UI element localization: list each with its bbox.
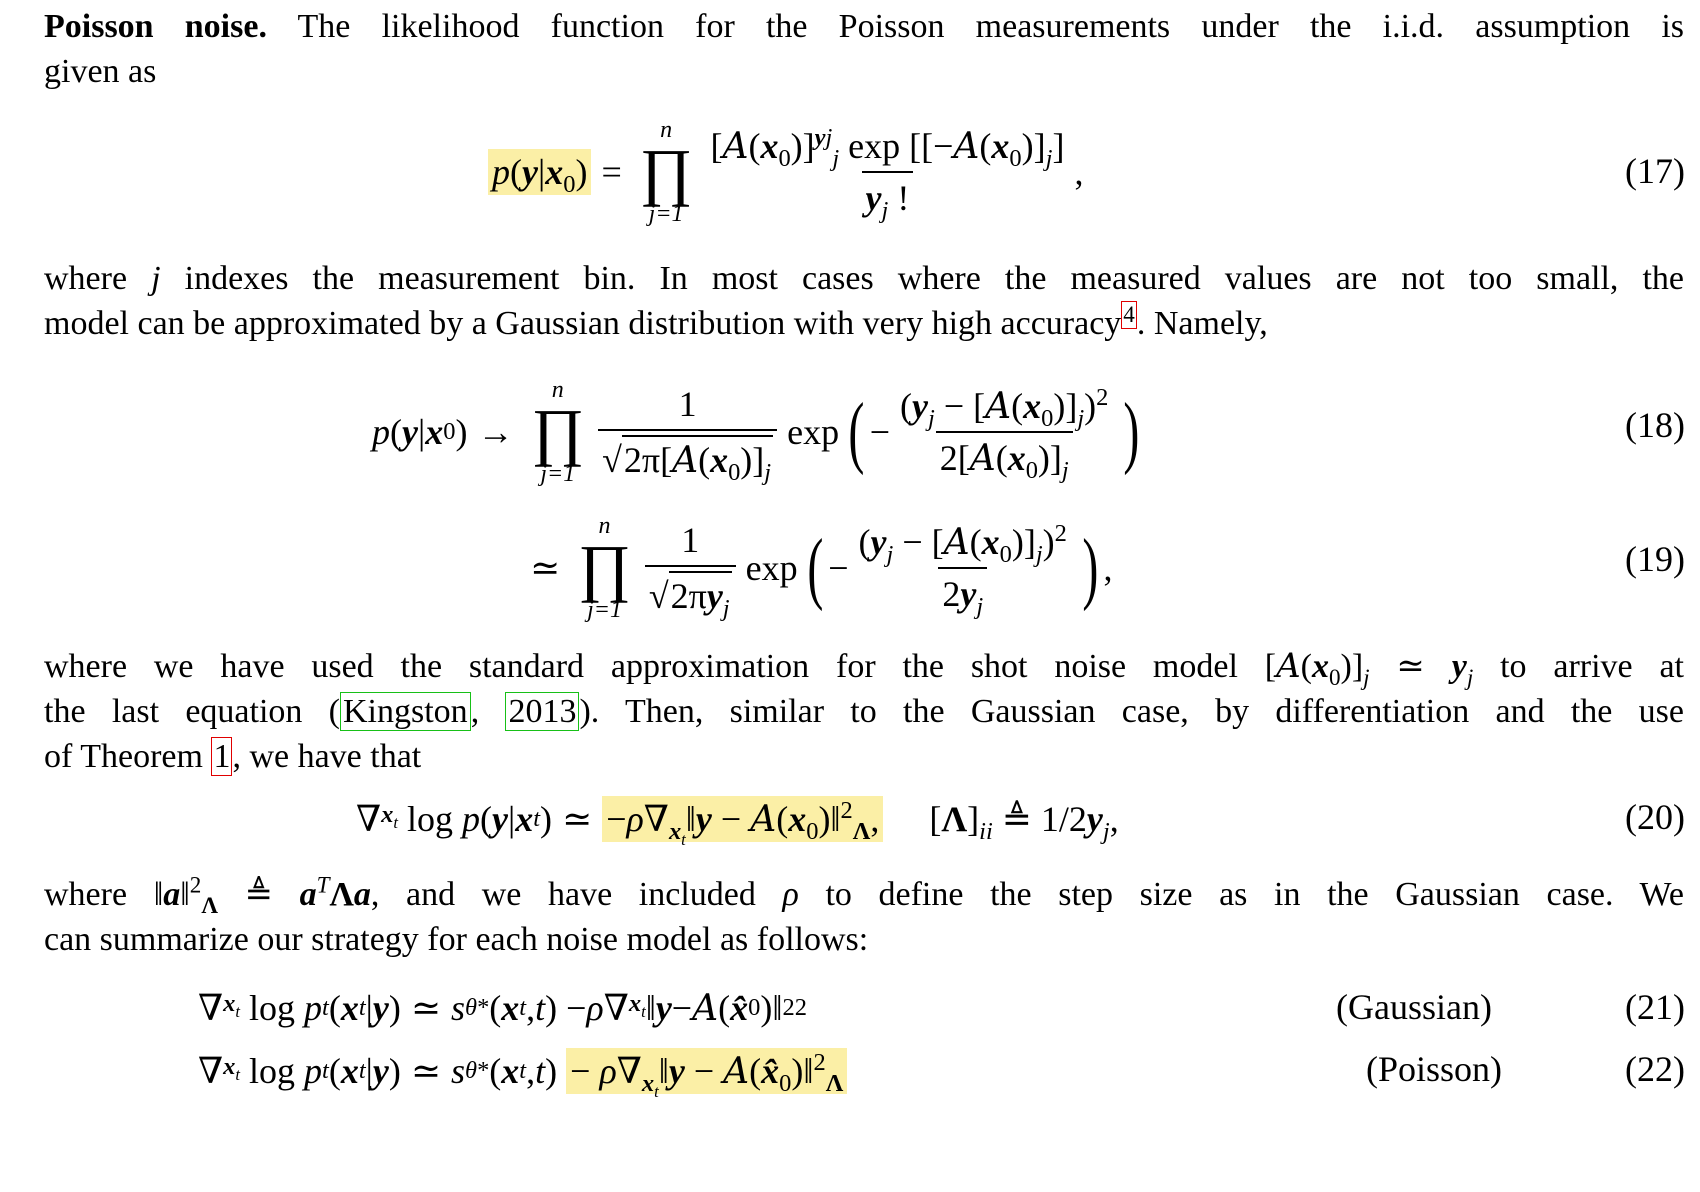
paragraph-text: , and we have included	[370, 876, 756, 913]
citation-link-author[interactable]: Kingston	[340, 692, 471, 731]
equation-number: (19)	[1625, 539, 1685, 579]
paragraph-text: model can be approximated by a Gaussian distribution with very high accuracy	[44, 305, 1122, 342]
equation-label: (Poisson)	[1366, 1049, 1503, 1089]
paragraph-shot-noise: where we have used the standard approximation for the shot noise model $[A(x_0)]_j$ ≃ $y_j$ to arrive at the last equation (Kingston, 2013). Then, similar to the Gaussian case, by differentiation and the use of Theorem 1, we have that	[44, 646, 1684, 775]
equation-18: p ( y | x 0 ) → n ∏ j=1 1 √ $2\pi[A(x_0)]_j$ exp ( − $\frac{(y_j - [A(x_0)]_j)^2}{2[A(x_0)]_j}$ ) (18)	[372, 377, 1685, 487]
paragraph-text: to arrive at	[1500, 648, 1684, 685]
paragraph-text: , we have that	[232, 738, 422, 775]
paragraph-text: of Theorem	[44, 738, 203, 775]
paragraph-text: where	[44, 876, 128, 913]
paragraph-text: to define the step size as in the Gaussian case. We	[825, 876, 1684, 913]
product-operator: n ∏ j=1	[639, 117, 693, 227]
paragraph-summary: where ‖a‖$^2_\Lambda$ ≜ $a^T\Lambda a$, and we have included ρ to define the step size as in the Gaussian case. We can summarize our strategy for each noise model as follows:	[44, 872, 1684, 962]
equation-number: (20)	[1625, 797, 1685, 837]
paragraph-text: The likelihood function for the Poisson measurements under the i.i.d. assumption is	[297, 8, 1684, 45]
paragraph-text: the last equation (	[44, 693, 340, 730]
paragraph-text: can summarize our strategy for each noise model as follows:	[44, 921, 869, 958]
equation-number: (22)	[1625, 1049, 1685, 1089]
equation-number: (21)	[1625, 987, 1685, 1027]
citation-link-year[interactable]: 2013	[505, 692, 579, 731]
equation-22: ∇ $x_t$ log p t ( x t | y ) ≃ s θ* ( x t , t ) − $\rho\nabla_{x_t}‖y$ − $A(x̂_0)‖^2_\Lambda$ (Poisson) (22)	[198, 1048, 1685, 1102]
paragraph-text: given as	[44, 53, 157, 90]
equation-label: (Gaussian)	[1336, 987, 1492, 1027]
footnote-link[interactable]: 4	[1123, 301, 1135, 328]
highlighted-term: $-\rho\nabla_{x_t}‖y$ − $A(x_0)‖^2_\Lambda$,	[602, 796, 883, 842]
equation-20: ∇ $x_t$ log p ( y | x t ) ≃ $-\rho\nabla_{x_t}‖y$ − $A(x_0)‖^2_\Lambda$, $[\Lambda]_{ii}$ ≜ $1/2y_j$, (20)	[356, 796, 1685, 850]
paragraph-text: ). Then, similar to the Gaussian case, by differentiation and the use	[579, 693, 1684, 730]
paragraph-measurement-bin: where j indexes the measurement bin. In most cases where the measured values are not too small, the model can be approximated by a Gaussian distribution with very high accuracy$^4$. Namely,	[44, 260, 1685, 342]
equation-17: $p(y|x_0)$ = n ∏ j=1 $\frac{[A(x_0)]^{yj}_j \exp [[-A(x_0)]_j]}{y_j !}$ , (17)	[0, 112, 1700, 232]
equation-number: (18)	[1625, 405, 1685, 445]
theorem-link[interactable]: 1	[213, 738, 231, 775]
paragraph-text: where	[44, 260, 128, 297]
equation-number: (17)	[1625, 151, 1685, 191]
highlighted-term: − $\rho\nabla_{x_t}‖y$ − $A(x̂_0)‖^2_\Lambda$	[566, 1048, 847, 1094]
paragraph-text: . Namely,	[1136, 305, 1268, 342]
fraction: $\frac{[A(x_0)]^{yj}_j \exp [[-A(x_0)]_j]}{y_j !}$	[710, 124, 1065, 225]
paragraph-poisson-intro	[44, 4, 1684, 94]
equation-19: ≃ n ∏ j=1 1 √ $2\pi y_j$ exp ( − $\frac{(y_j - [A(x_0)]_j)^2}{2y_j}$ ) , (19)	[530, 513, 1685, 623]
paragraph-text: where we have used the standard approximation for the shot noise model	[44, 648, 1238, 685]
paragraph-text: indexes the measurement bin. In most cases where the measured values are not too small, the	[184, 260, 1685, 297]
section-heading: Poisson noise.	[44, 8, 267, 45]
highlighted-term: $p(y|x_0)$	[488, 149, 591, 195]
citation-separator: ,	[470, 693, 506, 730]
equation-21: ∇ $x_t$ log p t ( x t | y ) ≃ s θ* ( x t , t ) − ρ ∇ $x_t$ ‖ y − A ( x̂ 0 )‖ 2 2 (Gaussian) (21)	[198, 987, 1685, 1029]
